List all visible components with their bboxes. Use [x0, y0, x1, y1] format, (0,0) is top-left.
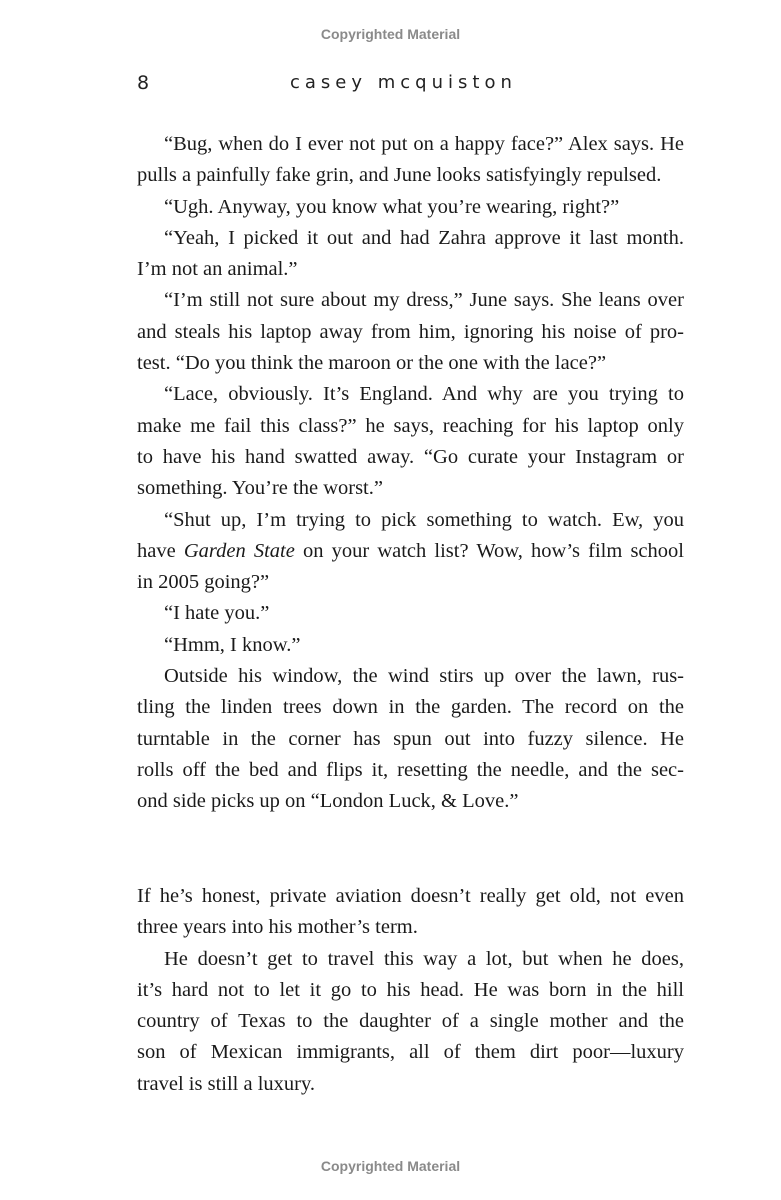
- running-head: [0, 72, 781, 98]
- text-line: He doesn’t get to travel this way a lot, but when he does,: [164, 947, 684, 970]
- text-line: “Lace, obviously. It’s England. And why are you trying to: [164, 383, 684, 406]
- text-line: and steals his laptop away from him, ignoring his noise of pro-: [137, 320, 684, 343]
- text-fragment: on your watch list? Wow, how’s film school: [294, 539, 684, 562]
- text-line: “Bug, when do I ever not put on a happy face?” Alex says. He: [164, 133, 684, 155]
- text-line-with-title: [137, 536, 684, 567]
- text-line: in 2005 going?”: [137, 571, 270, 594]
- text-line: “Shut up, I’m trying to pick something to watch. Ew, you: [164, 508, 684, 531]
- body-text-section-1: [137, 129, 684, 818]
- text-line: three years into his mother’s term.: [137, 916, 418, 939]
- text-line: son of Mexican immigrants, all of them dirt poor—luxury: [137, 1041, 684, 1064]
- page-number: 8: [137, 72, 150, 94]
- text-fragment: have: [137, 539, 184, 562]
- text-line: pulls a painfully fake grin, and June looks satisfyingly repulsed.: [137, 164, 662, 187]
- text-line: “I hate you.”: [164, 602, 270, 625]
- text-line: “I’m still not sure about my dress,” June says. She leans over: [164, 289, 684, 312]
- body-text-section-2: [137, 881, 684, 1100]
- text-line: to have his hand swatted away. “Go curate your Instagram or: [137, 445, 684, 468]
- text-line: rolls off the bed and flips it, resetting the needle, and the sec-: [137, 758, 684, 781]
- text-line: “Hmm, I know.”: [164, 633, 301, 656]
- copyright-watermark-bottom: Copyrighted Material: [320, 1158, 461, 1174]
- text-line: travel is still a luxury.: [137, 1072, 316, 1095]
- text-line: I’m not an animal.”: [137, 258, 298, 281]
- text-line: something. You’re the worst.”: [137, 477, 383, 500]
- text-line: “Ugh. Anyway, you know what you’re wearing, right?”: [164, 195, 620, 218]
- text-line: tling the linden trees down in the garden. The record on the: [137, 696, 684, 719]
- text-line: country of Texas to the daughter of a single mother and the: [137, 1010, 684, 1033]
- copyright-watermark-top: Copyrighted Material: [320, 26, 461, 42]
- text-line: If he’s honest, private aviation doesn’t really get old, not even: [137, 885, 684, 907]
- text-line: ond side picks up on “London Luck, & Love.”: [137, 790, 519, 813]
- text-line: test. “Do you think the maroon or the one with the lace?”: [137, 352, 607, 375]
- text-line: make me fail this class?” he says, reaching for his laptop only: [137, 414, 684, 437]
- film-title: Garden State: [183, 539, 295, 562]
- text-line: Outside his window, the wind stirs up over the lawn, rus-: [164, 665, 684, 688]
- text-line: “Yeah, I picked it out and had Zahra approve it last month.: [164, 226, 684, 249]
- text-line: it’s hard not to let it go to his head. He was born in the hill: [137, 978, 684, 1001]
- text-line: turntable in the corner has spun out into fuzzy silence. He: [137, 727, 684, 750]
- running-head-author: casey mcquiston: [290, 72, 517, 93]
